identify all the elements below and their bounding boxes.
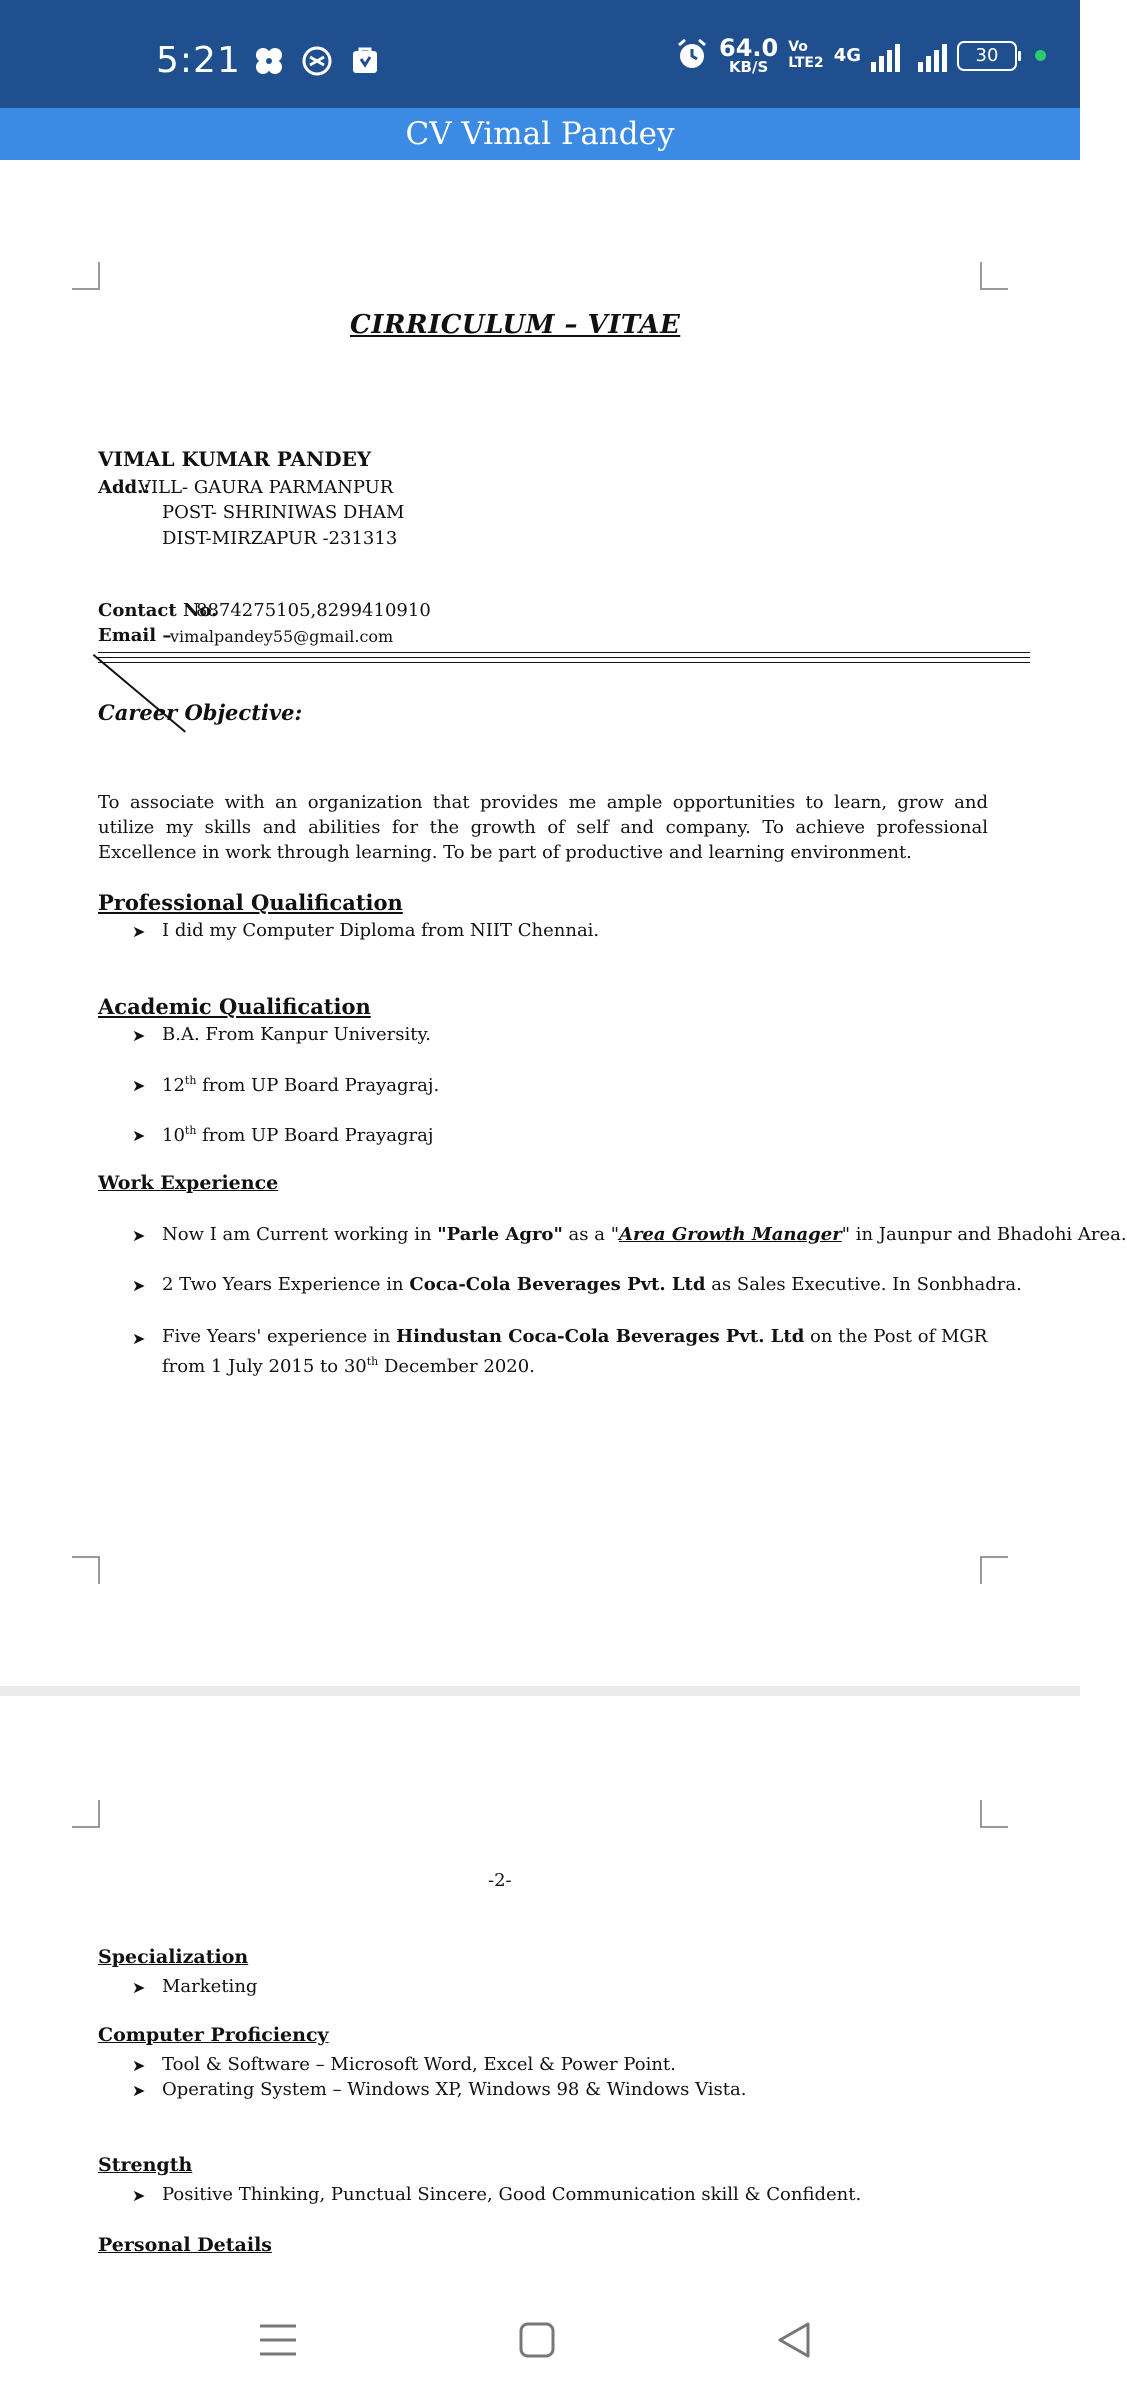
list-item: ➤ Operating System – Windows XP, Windows 98 & Windows Vista.: [132, 2079, 747, 2100]
signal-icon-2: [918, 40, 947, 72]
arrow-bullet-icon: ➤: [132, 922, 146, 941]
arrow-bullet-icon: ➤: [132, 1026, 146, 1045]
list-item: ➤ I did my Computer Diploma from NIIT Chennai.: [132, 920, 600, 941]
academic-qualification-heading: Academic Qualification: [98, 994, 371, 1019]
address-line: DIST-MIRZAPUR -231313: [162, 528, 398, 549]
professional-qualification-heading: Professional Qualification: [98, 890, 403, 915]
list-item: ➤ Marketing: [132, 1976, 258, 1997]
address-line: POST- SHRINIWAS DHAM: [162, 502, 405, 523]
page-separator: [0, 1686, 1080, 1696]
list-item: ➤ 10th from UP Board Prayagraj: [132, 1124, 434, 1146]
margin-corner: [980, 1556, 1008, 1584]
margin-corner: [980, 262, 1008, 290]
specialization-heading: Specialization: [98, 1946, 249, 1968]
work-experience-heading: Work Experience: [98, 1172, 279, 1194]
page-number: -2-: [488, 1870, 512, 1891]
alarm-icon: [675, 37, 709, 75]
list-item: ➤ B.A. From Kanpur University.: [132, 1024, 431, 1045]
margin-corner: [72, 1556, 100, 1584]
arrow-bullet-icon: ➤: [132, 2056, 146, 2075]
arrow-bullet-icon: ➤: [132, 1276, 146, 1295]
status-right: [675, 36, 1046, 75]
notification-icons: [252, 44, 382, 78]
app-badge-icon: [300, 44, 334, 78]
document-page-2[interactable]: [0, 1696, 1080, 2280]
margin-corner: [72, 262, 100, 290]
pinwheel-icon: [252, 44, 286, 78]
network-speed: 64.0 KB/S: [719, 34, 779, 76]
signal-icon: [871, 40, 900, 72]
document-page-1[interactable]: [0, 160, 1127, 1686]
status-bar: [0, 0, 1080, 108]
arrow-bullet-icon: ➤: [132, 1329, 146, 1348]
list-item: ➤ Five Years' experience in Hindustan Coca-Cola Beverages Pvt. Ltd on the Post of MGR from 1 July 2015 to 30th December 2020.: [132, 1326, 988, 1377]
address-line: VILL- GAURA PARMANPUR: [138, 477, 394, 498]
list-item: ➤ 2 Two Years Experience in Coca-Cola Beverages Pvt. Ltd as Sales Executive. In Sonbhadra.: [132, 1274, 1022, 1295]
address-label: Add.:: [98, 477, 151, 498]
arrow-bullet-icon: ➤: [132, 1978, 146, 1997]
list-item: ➤ Now I am Current working in "Parle Agro" as a "Area Growth Manager" in Jaunpur and Bhadohi Area.: [132, 1224, 1127, 1245]
margin-corner: [72, 1800, 100, 1828]
document-heading: CIRRICULUM – VITAE: [350, 310, 681, 340]
margin-corner: [980, 1800, 1008, 1828]
computer-proficiency-heading: Computer Proficiency: [98, 2024, 329, 2046]
divider-line: [98, 657, 1030, 658]
menu-icon[interactable]: [250, 2312, 306, 2368]
list-item: ➤ 12th from UP Board Prayagraj.: [132, 1074, 440, 1096]
contact-value: 8874275105,8299410910: [196, 600, 431, 621]
arrow-bullet-icon: ➤: [132, 2186, 146, 2205]
document-title-bar: CV Vimal Pandey: [0, 108, 1080, 160]
list-item: ➤ Positive Thinking, Punctual Sincere, Good Communication skill & Confident.: [132, 2184, 862, 2205]
career-objective-text: To associate with an organization that provides me ample opportunities to learn, grow and utilize my skills and abilities for the growth of self and company. To achieve professional Excellence in work through learning. To be part of productive and learning environment.: [98, 792, 988, 863]
shopping-bag-icon: [348, 44, 382, 78]
personal-details-heading: Personal Details: [98, 2234, 272, 2256]
battery-indicator: 30: [957, 41, 1017, 71]
network-type: 4G: [833, 45, 861, 66]
privacy-dot-icon: [1035, 50, 1046, 61]
candidate-name: VIMAL KUMAR PANDEY: [98, 447, 372, 471]
home-icon[interactable]: [509, 2312, 565, 2368]
list-item: ➤ Tool & Software – Microsoft Word, Excel & Power Point.: [132, 2054, 676, 2075]
divider-line: [98, 652, 1030, 653]
arrow-bullet-icon: ➤: [132, 1076, 146, 1095]
status-time: 5:21: [156, 40, 241, 81]
divider-line: [98, 662, 1030, 663]
arrow-bullet-icon: ➤: [132, 2081, 146, 2100]
volte-indicator: Vo LTE2: [788, 39, 824, 71]
back-icon[interactable]: [766, 2312, 822, 2368]
contact-label: Contact No.: [98, 600, 218, 621]
arrow-bullet-icon: ➤: [132, 1126, 146, 1145]
email-value: vimalpandey55@gmail.com: [170, 627, 394, 646]
email-label: Email –: [98, 625, 172, 646]
arrow-bullet-icon: ➤: [132, 1226, 146, 1245]
career-objective-heading: Career Objective:: [98, 700, 303, 725]
navigation-bar: [0, 2280, 1080, 2400]
strength-heading: Strength: [98, 2154, 193, 2176]
